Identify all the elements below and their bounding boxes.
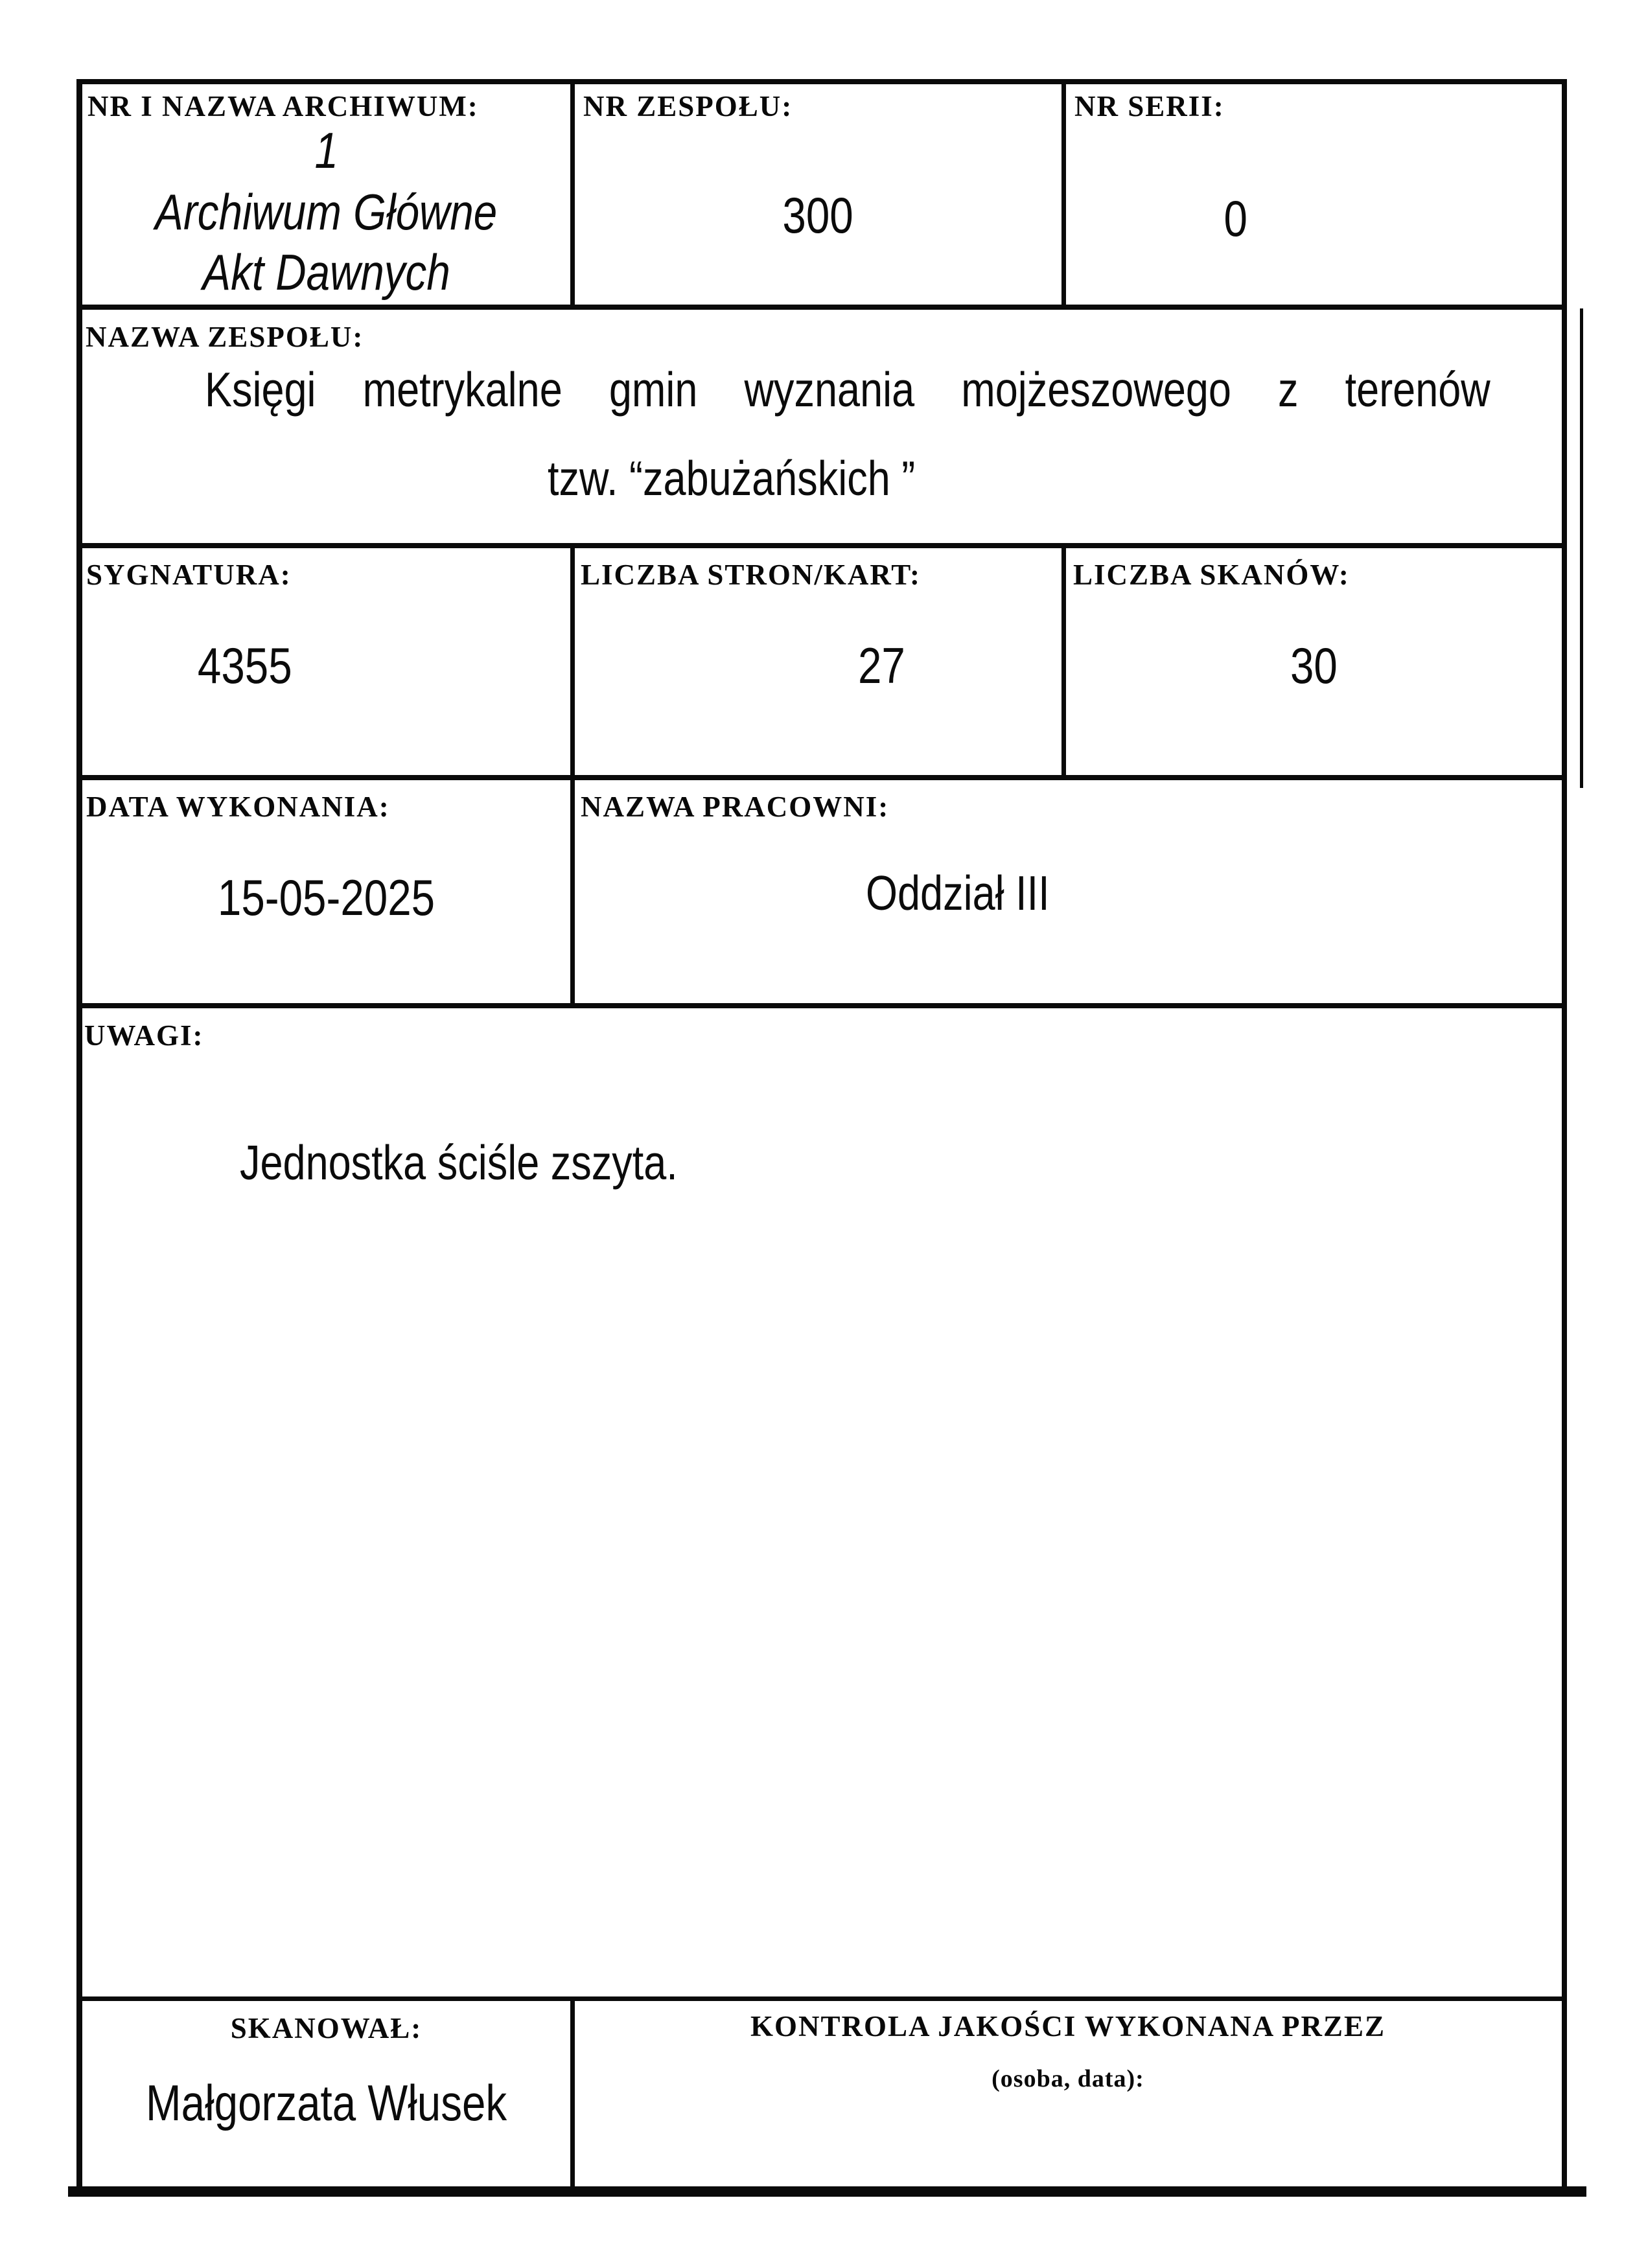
scan-artifact-line	[1580, 308, 1583, 788]
remarks-value: Jednostka ściśle zszyta.	[240, 1135, 678, 1190]
signature-label: SYGNATURA:	[86, 559, 292, 591]
pages-label: LICZBA STRON/KART:	[581, 559, 921, 591]
quality-control-label: KONTROLA JAKOŚCI WYKONANA PRZEZ	[750, 2010, 1386, 2042]
row-divider-5	[76, 1996, 1567, 2001]
signature-value: 4355	[198, 637, 292, 694]
remarks-label: UWAGI:	[84, 1019, 204, 1052]
fonds-name-label: NAZWA ZESPOŁU:	[86, 321, 364, 353]
table-border-right	[1562, 79, 1567, 2193]
fonds-number-label: NR ZESPOŁU:	[583, 90, 793, 122]
table-border-left	[76, 79, 82, 2193]
fonds-number-value: 300	[782, 187, 853, 244]
row-divider-2	[76, 543, 1567, 548]
workroom-value: Oddział III	[866, 866, 1050, 920]
table-border-top	[76, 79, 1567, 84]
archive-name-line2: Akt Dawnych	[202, 244, 450, 301]
pages-value: 27	[857, 637, 905, 694]
table-border-bottom	[68, 2186, 1586, 2197]
scan-date-value: 15-05-2025	[217, 869, 435, 926]
quality-control-sublabel: (osoba, data):	[991, 2065, 1144, 2092]
fonds-name-line2: tzw. “zabużańskich ”	[547, 451, 916, 505]
col-divider-1-row34	[570, 543, 575, 1008]
workroom-label: NAZWA PRACOWNI:	[581, 791, 890, 823]
archive-label: NR I NAZWA ARCHIWUM:	[87, 90, 479, 122]
fonds-name-line1: Księgi metrykalne gmin wyznania mojżeszowego z terenów	[204, 362, 1490, 417]
scan-date-label: DATA WYKONANIA:	[86, 791, 390, 823]
scanned-by-label: SKANOWAŁ:	[230, 2012, 423, 2044]
scans-value: 30	[1290, 637, 1338, 694]
scans-label: LICZBA SKANÓW:	[1073, 559, 1350, 591]
series-number-value: 0	[1223, 190, 1247, 247]
archive-name-line1: Archiwum Główne	[155, 183, 498, 240]
row-divider-1	[76, 305, 1567, 310]
series-number-label: NR SERII:	[1074, 90, 1225, 122]
scanned-by-value: Małgorzata Włusek	[145, 2074, 507, 2131]
row-divider-4	[76, 1003, 1567, 1008]
row-divider-3	[76, 775, 1567, 780]
archive-number-value: 1	[314, 122, 338, 179]
